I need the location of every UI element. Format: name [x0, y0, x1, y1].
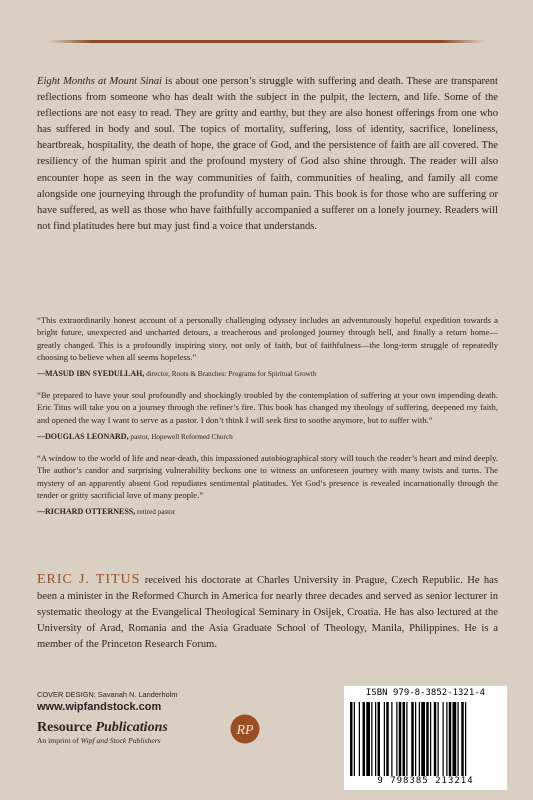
endorser-role: pastor, Hopewell Reformed Church — [128, 433, 233, 442]
decorative-rule — [48, 40, 485, 43]
barcode-number: 9 798385 213214 — [377, 776, 474, 786]
barcode — [344, 686, 507, 790]
description-text: is about one person’s struggle with suffering and death. These are transparent reflections from someone who has dealt with the subject in the pulpit, the lectern, and life. Some of the reflections are not easy to read. They are gritty and earthy, but they are also honest offerings from one who has suffered in body and soul. The topics of mortality, suffering, loss of identity, sacrifice, loneliness, heartbreak, hospitality, the death of hope, the grace of God, and the persistence of faith are all covered. The resiliency of the human spirit and the profound mystery of God also shine through. The reader will also encounter hope as seen in the way communities of faith, communities of healing, and family all come alongside one journeying through the profundity of human pain. This book is for those who are suffering or have suffered, as well as those who have faithfully accompanied a sufferer on a lonely journey. Readers will not find platitudes here but may just find a voice that understands. — [37, 76, 498, 232]
endorsement-quote: “A window to the world of life and near-death, this impassioned autobiographical story will touch the reader’s heart and mind deeply. The author’s candor and surprising vulnerability beckons one to witness an unforeseen journey with many twists and turns. The mystery of an apparently absent God repudiates sentimental platitudes. Yet God’s presence is revealed incarnationally through the tender or gritty sacrificial love of many people.” — [37, 453, 498, 500]
endorser-role: director, Roots & Branches: Programs for Spiritual Growth — [144, 370, 317, 379]
endorser-role: retired pastor — [135, 508, 176, 517]
imprint-prefix: An imprint of — [37, 736, 81, 745]
book-title: Eight Months at Mount Sinai — [37, 76, 163, 87]
publisher-logo-icon — [230, 714, 260, 744]
publisher-name — [37, 720, 168, 736]
endorsement-attribution — [37, 369, 498, 379]
book-description — [37, 74, 498, 235]
cover-design-credit: COVER DESIGN: Savanah N. Landerholm — [37, 690, 178, 699]
bio-text: received his doctorate at Charles University in Prague, Czech Republic. He has been a minister in the Reformed Church in America for nearly three decades and served as senior lecturer in systematic theology at the Evangelical Theological Seminary in Osijek, Croatia. He has also lectured at the University of Arad, Romania and the Asia Graduate School of Theology, Manila, Philippines. He is a member of the Princeton Research Forum. — [37, 575, 498, 651]
author-bio — [37, 572, 498, 653]
imprint-line — [37, 736, 161, 745]
endorsement-quote: “Be prepared to have your soul profoundly and shockingly troubled by the contemplation of suffering at your own impending death. Eric Titus will take you on a journey through the refiner’s fire. This book has changed my theology of suffering, deepened my faith, and opened the way I want to serve as a pastor. I don’t think I will seek first to soothe anymore, but to suffer with.” — [37, 390, 498, 425]
logo-text: RP — [236, 723, 254, 738]
endorsement — [37, 389, 498, 442]
endorser-name: —MASUD IBN SYEDULLAH, — [37, 369, 145, 379]
publisher-name-b: Publications — [95, 720, 168, 735]
publisher-website[interactable]: www.wipfandstock.com — [37, 701, 162, 713]
endorsement — [37, 314, 498, 379]
barcode-bars-icon — [350, 702, 501, 776]
endorser-name: —DOUGLAS LEONARD, — [37, 432, 129, 442]
endorsement-quote: “This extraordinarily honest account of a personally challenging odyssey includes an adventurously hopeful expedition towards a bright future, unexpected and uncharted detours, a treacherous and prolonged journey through hell, and finally a return home—greatly changed. This is a profoundly inspiring story, not only of faith, but of faithfulness—the long-term struggle of repeatedly choosing to believe when all seems hopeless.” — [37, 315, 498, 362]
author-name: ERIC J. TITUS — [37, 572, 141, 587]
publisher-name-a: Resource — [37, 720, 96, 735]
endorser-name: —RICHARD OTTERNESS, — [37, 507, 136, 517]
endorsement — [37, 452, 498, 517]
endorsement-attribution — [37, 432, 498, 442]
endorsement-attribution — [37, 507, 498, 517]
isbn-label: ISBN 979-8-3852-1321-4 — [365, 688, 486, 698]
imprint-publisher: Wipf and Stock Publishers — [80, 736, 161, 745]
endorsements — [37, 314, 498, 517]
